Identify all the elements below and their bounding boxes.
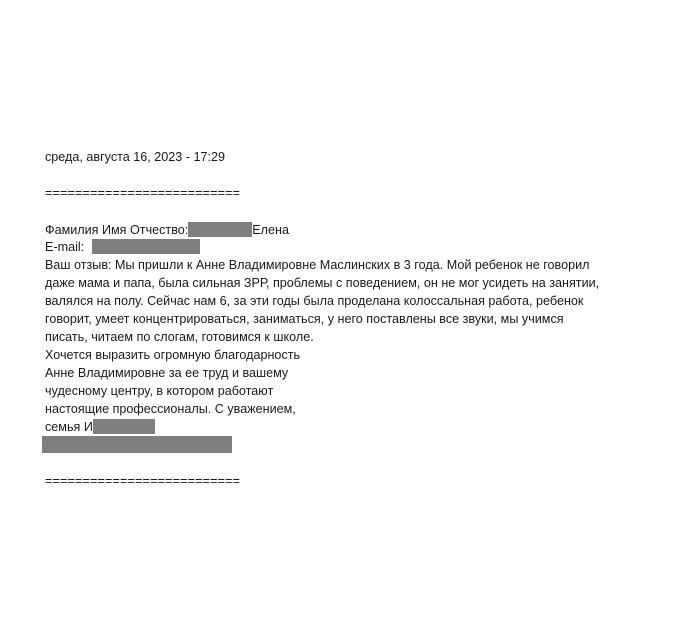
review-line: Ваш отзыв: Мы пришли к Анне Владимировне Маслинских в 3 года. Мой ребенок не говорил — [45, 258, 590, 272]
review-line: писать, читаем по слогам, готовимся к школе. — [45, 330, 314, 344]
family-signature-row — [45, 418, 155, 436]
email-field-row — [45, 238, 200, 256]
separator-top: ========================== — [45, 186, 241, 200]
redacted-family-name — [93, 419, 155, 434]
name-label: Фамилия Имя Отчество: — [45, 223, 189, 237]
review-line: Анне Владимировне за ее труд и вашему — [45, 366, 289, 380]
separator-bottom: ========================== — [45, 474, 241, 488]
review-line: валялся на полу. Сейчас нам 6, за эти годы была проделана колоссальная работа, ребенок — [45, 294, 584, 308]
review-line: чудесному центру, в котором работают — [45, 384, 274, 398]
review-line: даже мама и папа, была сильная ЗРР, проблемы с поведением, он не мог усидеть на занятии, — [45, 276, 600, 290]
date-line: среда, августа 16, 2023 - 17:29 — [45, 150, 225, 164]
review-line: настоящие профессионалы. С уважением, — [45, 402, 296, 416]
redacted-email — [92, 239, 200, 254]
name-field-row — [45, 221, 289, 239]
redacted-contact-block — [42, 436, 232, 453]
family-prefix: семья И — [45, 420, 93, 434]
email-label: E-mail: — [45, 240, 85, 254]
review-line: говорит, умеет концентрироваться, заниматься, у него поставлены все звуки, мы учимся — [45, 312, 564, 326]
review-line: Хочется выразить огромную благодарность — [45, 348, 301, 362]
redacted-surname — [188, 222, 252, 237]
name-visible: Елена — [252, 223, 289, 237]
